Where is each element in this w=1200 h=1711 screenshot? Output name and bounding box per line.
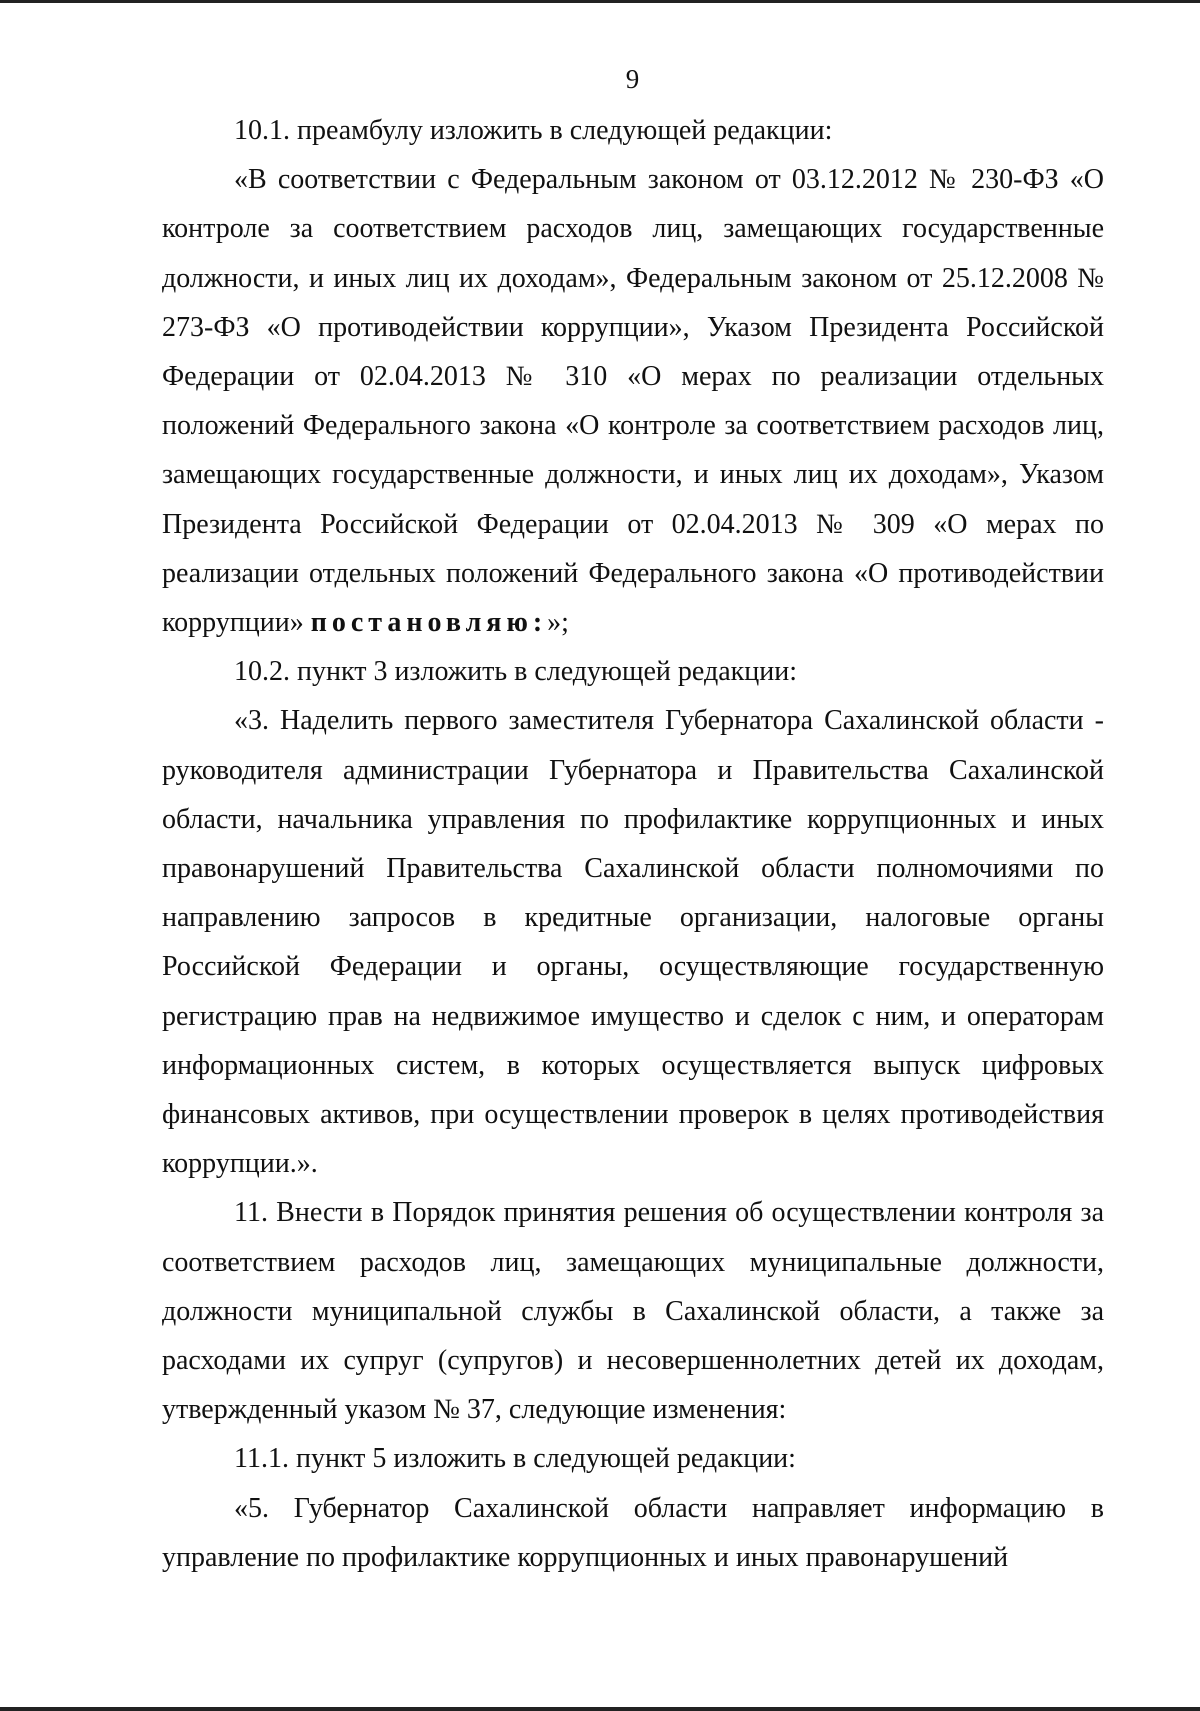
paragraph-10-2: 10.2. пункт 3 изложить в следующей редакции: (234, 656, 797, 688)
document-body (162, 106, 1104, 1582)
scan-top-edge (0, 0, 1200, 3)
scan-bottom-edge (0, 1707, 1200, 1711)
preamble-text: «В соответствии с Федеральным законом от 03.12.2012 № 230-ФЗ «О контроле за соответствием расходов лиц, замещающих государственные должности, и иных лиц их доходам», Федеральным законом от 25.12.2008 № 273-ФЗ «О противодействии коррупции», Указом Президента Российской Федерации от 02.04.2013 № 310 «О мерах по реализации отдельных положений Федерального закона «О контроле за соответствием расходов лиц, замещающих государственные должности, и иных лиц их доходам», Указом Президента Российской Федерации от 02.04.2013 № 309 «О мерах по реализации отдельных положений Федерального закона «О противодействии коррупции» (162, 164, 1104, 639)
paragraph-point-3: «3. Наделить первого заместителя Губернатора Сахалинской области - руководителя администрации Губернатора и Правительства Сахалинской области, начальника управления по профилактике коррупционных и иных правонарушений Правительства Сахалинской области полномочиями по направлению запросов в кредитные организации, налоговые органы Российской Федерации и органы, осуществляющие государственную регистрацию прав на недвижимое имущество и сделок с ним, и операторам информационных систем, в которых осуществляется выпуск цифровых финансовых активов, при осуществлении проверок в целях противодействия коррупции.». (162, 705, 1104, 1180)
paragraph-10-1: 10.1. преамбулу изложить в следующей редакции: (234, 115, 833, 146)
paragraph-11-1: 11.1. пункт 5 изложить в следующей редакции: (234, 1443, 796, 1475)
preamble-closing: »; (547, 607, 569, 639)
paragraph-11: 11. Внести в Порядок принятия решения об осуществлении контроля за соответствием расходов лиц, замещающих муниципальные должности, должности муниципальной службы в Сахалинской области, а также за расходами их супруг (супругов) и несовершеннолетних детей их доходам, утвержденный указом № 37, следующие изменения: (162, 1197, 1104, 1426)
preamble-decree-word: постановляю: (310, 607, 548, 639)
paragraph-point-5: «5. Губернатор Сахалинской области направляет информацию в управление по профилактике коррупционных и иных правонарушений (162, 1492, 1104, 1573)
page-number: 9 (625, 64, 640, 94)
paragraph-preamble-text (162, 155, 1104, 647)
